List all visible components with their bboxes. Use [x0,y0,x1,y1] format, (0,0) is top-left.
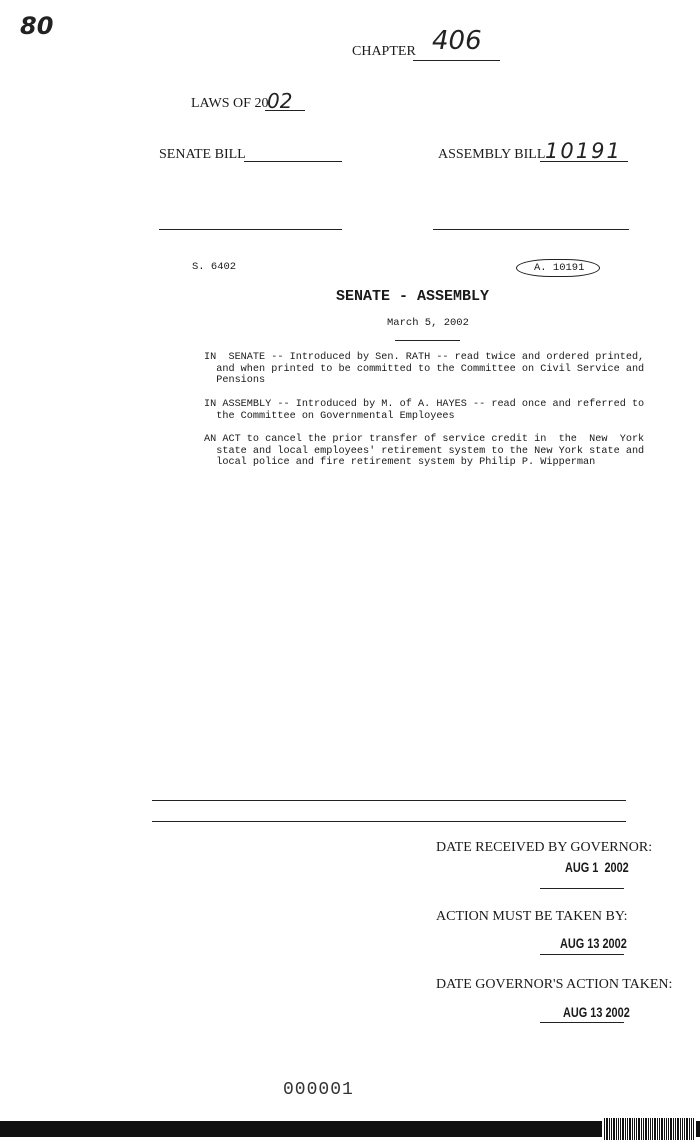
received-date-text: AUG 1 2002 [565,859,629,875]
page-number: 000001 [283,1080,354,1100]
action-taken-date-text: AUG 13 2002 [563,1004,630,1020]
bill-date: March 5, 2002 [387,317,469,329]
assembly-bill-underline [540,161,628,162]
received-label: DATE RECEIVED BY GOVERNOR: [436,840,653,855]
assembly-bill-value: 10191 [545,139,622,163]
chapter-number: 406 [432,26,482,56]
laws-year: 02 [267,89,293,113]
action-taken-date [563,1004,649,1022]
scan-bottom-bar [0,1121,700,1137]
assembly-number: A. 10191 [534,262,585,274]
action-taken-underline [540,1022,624,1023]
signature-line-left [159,229,342,230]
barcode [602,1118,696,1140]
chapter-underline [413,60,500,61]
bill-title: SENATE - ASSEMBLY [336,288,490,305]
senate-bill-underline [244,161,342,162]
assembly-bill-label: ASSEMBLY BILL [438,147,546,162]
chapter-label: CHAPTER [352,44,416,59]
action-by-label: ACTION MUST BE TAKEN BY: [436,909,628,924]
action-by-underline [540,954,624,955]
signature-line-right [433,229,629,230]
laws-underline [265,110,305,111]
divider-line-1 [152,800,626,801]
page-mark: 80 [20,12,54,40]
divider-line-2 [152,821,626,822]
action-by-date-text: AUG 13 2002 [560,935,627,951]
senate-number: S. 6402 [192,261,237,273]
action-by-date [560,935,646,953]
action-taken-label: DATE GOVERNOR'S ACTION TAKEN: [436,977,673,992]
senate-bill-label: SENATE BILL [159,147,246,162]
title-divider [395,340,460,341]
received-underline [540,888,624,889]
in-assembly-paragraph: IN ASSEMBLY -- Introduced by M. of A. HAYES -- read once and referred to the Committee on Governmental Employees [204,399,645,422]
received-date [565,859,647,877]
an-act-paragraph: AN ACT to cancel the prior transfer of service credit in the New York state and local employees' retirement system to the New York state and local police and fire retirement system by Philip P. Wipperman [204,434,645,468]
laws-label: LAWS OF 20 [191,96,269,111]
in-senate-paragraph: IN SENATE -- Introduced by Sen. RATH -- read twice and ordered printed, and when printed to be committed to the Committee on Civil Service and Pensions [204,352,645,386]
